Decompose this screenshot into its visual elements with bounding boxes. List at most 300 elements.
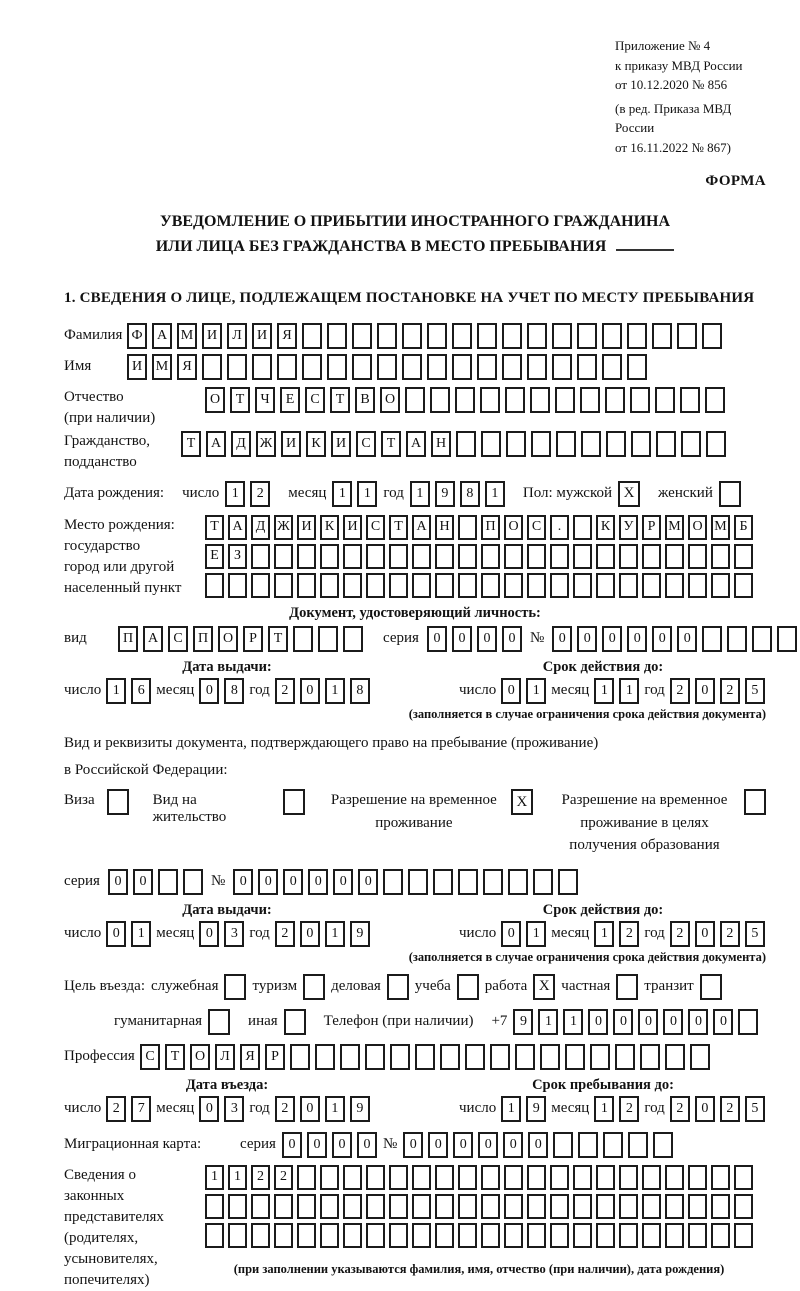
form-cell[interactable] [596, 573, 615, 598]
form-cell[interactable] [527, 354, 547, 380]
form-cell[interactable]: Т [230, 387, 250, 413]
form-cell[interactable] [688, 1165, 707, 1190]
form-cell[interactable] [577, 323, 597, 349]
form-cell[interactable]: 0 [638, 1009, 658, 1035]
form-cell[interactable]: М [665, 515, 684, 540]
form-cell[interactable]: 2 [670, 921, 690, 947]
form-cell[interactable]: 2 [250, 481, 270, 507]
form-cell[interactable]: 1 [106, 678, 126, 704]
form-cell[interactable] [205, 1194, 224, 1219]
form-cell[interactable]: Т [389, 515, 408, 540]
form-cell[interactable] [565, 1044, 585, 1070]
form-cell[interactable]: 8 [460, 481, 480, 507]
form-cell[interactable] [652, 323, 672, 349]
form-cell[interactable] [530, 387, 550, 413]
form-cell[interactable] [734, 544, 753, 569]
form-cell[interactable] [573, 515, 592, 540]
form-cell[interactable]: 1 [594, 678, 614, 704]
form-cell[interactable] [606, 431, 626, 457]
form-cell[interactable]: Т [181, 431, 201, 457]
form-cell[interactable]: К [320, 515, 339, 540]
form-cell[interactable] [390, 1044, 410, 1070]
form-cell[interactable]: Н [435, 515, 454, 540]
form-cell[interactable]: С [366, 515, 385, 540]
form-cell[interactable] [343, 544, 362, 569]
form-cell[interactable] [596, 1194, 615, 1219]
form-cell[interactable] [734, 1165, 753, 1190]
form-cell[interactable] [665, 1044, 685, 1070]
form-cell[interactable]: С [168, 626, 188, 652]
form-cell[interactable] [504, 1194, 523, 1219]
form-cell[interactable] [412, 1223, 431, 1248]
form-cell[interactable]: 0 [695, 921, 715, 947]
form-cell[interactable]: 2 [670, 1096, 690, 1122]
form-cell[interactable] [504, 1223, 523, 1248]
form-cell[interactable] [665, 573, 684, 598]
form-cell[interactable] [352, 323, 372, 349]
form-cell[interactable]: Я [177, 354, 197, 380]
form-cell[interactable]: З [228, 544, 247, 569]
form-cell[interactable] [458, 573, 477, 598]
visa-checkbox[interactable] [107, 789, 129, 815]
form-cell[interactable] [642, 573, 661, 598]
form-cell[interactable] [688, 573, 707, 598]
form-cell[interactable] [366, 544, 385, 569]
form-cell[interactable]: 1 [594, 1096, 614, 1122]
form-cell[interactable]: П [481, 515, 500, 540]
form-cell[interactable] [627, 323, 647, 349]
form-cell[interactable] [415, 1044, 435, 1070]
form-cell[interactable]: 0 [652, 626, 672, 652]
form-cell[interactable]: С [140, 1044, 160, 1070]
form-cell[interactable] [642, 544, 661, 569]
form-cell[interactable] [297, 544, 316, 569]
form-cell[interactable]: И [252, 323, 272, 349]
form-cell[interactable]: 1 [325, 678, 345, 704]
form-cell[interactable]: 1 [619, 678, 639, 704]
form-cell[interactable] [527, 323, 547, 349]
form-cell[interactable]: 1 [332, 481, 352, 507]
form-cell[interactable] [402, 323, 422, 349]
form-cell[interactable] [558, 869, 578, 895]
form-cell[interactable] [752, 626, 772, 652]
form-cell[interactable] [320, 1194, 339, 1219]
form-cell[interactable]: Б [734, 515, 753, 540]
form-cell[interactable]: 5 [745, 921, 765, 947]
form-cell[interactable]: И [343, 515, 362, 540]
form-cell[interactable]: 1 [357, 481, 377, 507]
form-cell[interactable] [430, 387, 450, 413]
form-cell[interactable]: 0 [453, 1132, 473, 1158]
purpose-work-checkbox[interactable]: X [533, 974, 555, 1000]
form-cell[interactable]: 6 [131, 678, 151, 704]
form-cell[interactable]: 1 [485, 481, 505, 507]
form-cell[interactable] [327, 354, 347, 380]
form-cell[interactable] [711, 1194, 730, 1219]
form-cell[interactable] [527, 544, 546, 569]
form-cell[interactable] [630, 387, 650, 413]
purpose-tourism-checkbox[interactable] [303, 974, 325, 1000]
form-cell[interactable] [365, 1044, 385, 1070]
form-cell[interactable] [590, 1044, 610, 1070]
form-cell[interactable]: 1 [410, 481, 430, 507]
form-cell[interactable] [665, 544, 684, 569]
form-cell[interactable] [158, 869, 178, 895]
form-cell[interactable] [320, 1165, 339, 1190]
form-cell[interactable]: 7 [131, 1096, 151, 1122]
form-cell[interactable] [711, 1165, 730, 1190]
form-cell[interactable]: М [152, 354, 172, 380]
form-cell[interactable] [274, 1223, 293, 1248]
form-cell[interactable] [734, 573, 753, 598]
form-cell[interactable] [602, 323, 622, 349]
form-cell[interactable] [578, 1132, 598, 1158]
form-cell[interactable] [653, 1132, 673, 1158]
form-cell[interactable]: Л [215, 1044, 235, 1070]
form-cell[interactable]: 0 [403, 1132, 423, 1158]
form-cell[interactable]: . [550, 515, 569, 540]
form-cell[interactable] [481, 573, 500, 598]
form-cell[interactable]: П [118, 626, 138, 652]
form-cell[interactable] [481, 431, 501, 457]
form-cell[interactable] [527, 1194, 546, 1219]
form-cell[interactable] [705, 387, 725, 413]
form-cell[interactable] [702, 626, 722, 652]
form-cell[interactable]: А [206, 431, 226, 457]
form-cell[interactable]: М [711, 515, 730, 540]
form-cell[interactable] [552, 323, 572, 349]
form-cell[interactable] [481, 1194, 500, 1219]
form-cell[interactable] [452, 354, 472, 380]
form-cell[interactable] [738, 1009, 758, 1035]
form-cell[interactable]: Т [381, 431, 401, 457]
form-cell[interactable] [456, 431, 476, 457]
form-cell[interactable] [734, 1223, 753, 1248]
form-cell[interactable] [573, 1223, 592, 1248]
form-cell[interactable] [408, 869, 428, 895]
form-cell[interactable]: 0 [613, 1009, 633, 1035]
form-cell[interactable]: 5 [745, 678, 765, 704]
form-cell[interactable] [481, 544, 500, 569]
form-cell[interactable]: Н [431, 431, 451, 457]
form-cell[interactable] [677, 323, 697, 349]
form-cell[interactable]: 2 [720, 1096, 740, 1122]
form-cell[interactable] [297, 573, 316, 598]
form-cell[interactable] [527, 1223, 546, 1248]
form-cell[interactable]: С [305, 387, 325, 413]
form-cell[interactable]: 0 [478, 1132, 498, 1158]
form-cell[interactable] [504, 573, 523, 598]
form-cell[interactable] [366, 1194, 385, 1219]
form-cell[interactable] [435, 544, 454, 569]
form-cell[interactable] [228, 1223, 247, 1248]
form-cell[interactable]: 1 [563, 1009, 583, 1035]
form-cell[interactable] [440, 1044, 460, 1070]
form-cell[interactable]: С [356, 431, 376, 457]
form-cell[interactable] [581, 431, 601, 457]
form-cell[interactable] [458, 869, 478, 895]
form-cell[interactable]: 0 [300, 678, 320, 704]
form-cell[interactable]: Е [205, 544, 224, 569]
form-cell[interactable]: 1 [325, 921, 345, 947]
purpose-business-checkbox[interactable] [224, 974, 246, 1000]
form-cell[interactable] [412, 1194, 431, 1219]
form-cell[interactable] [573, 544, 592, 569]
form-cell[interactable] [405, 387, 425, 413]
form-cell[interactable] [343, 573, 362, 598]
purpose-transit-checkbox[interactable] [700, 974, 722, 1000]
form-cell[interactable] [412, 544, 431, 569]
form-cell[interactable] [688, 1223, 707, 1248]
form-cell[interactable]: Д [231, 431, 251, 457]
form-cell[interactable]: 0 [300, 921, 320, 947]
form-cell[interactable]: 9 [526, 1096, 546, 1122]
form-cell[interactable] [389, 573, 408, 598]
form-cell[interactable]: 0 [677, 626, 697, 652]
form-cell[interactable] [573, 573, 592, 598]
form-cell[interactable] [619, 544, 638, 569]
form-cell[interactable] [573, 1165, 592, 1190]
form-cell[interactable]: 0 [358, 869, 378, 895]
form-cell[interactable] [711, 544, 730, 569]
form-cell[interactable] [320, 544, 339, 569]
form-cell[interactable]: 0 [688, 1009, 708, 1035]
form-cell[interactable] [556, 431, 576, 457]
form-cell[interactable]: 2 [106, 1096, 126, 1122]
form-cell[interactable] [527, 1165, 546, 1190]
form-cell[interactable] [320, 573, 339, 598]
form-cell[interactable] [656, 431, 676, 457]
form-cell[interactable]: К [596, 515, 615, 540]
form-cell[interactable] [655, 387, 675, 413]
form-cell[interactable] [502, 354, 522, 380]
form-cell[interactable] [531, 431, 551, 457]
form-cell[interactable]: Т [165, 1044, 185, 1070]
form-cell[interactable] [251, 1194, 270, 1219]
form-cell[interactable] [452, 323, 472, 349]
form-cell[interactable] [433, 869, 453, 895]
form-cell[interactable] [619, 1194, 638, 1219]
form-cell[interactable] [343, 1165, 362, 1190]
form-cell[interactable]: 0 [258, 869, 278, 895]
form-cell[interactable]: 0 [695, 678, 715, 704]
form-cell[interactable] [252, 354, 272, 380]
form-cell[interactable]: 0 [283, 869, 303, 895]
form-cell[interactable] [527, 573, 546, 598]
form-cell[interactable] [642, 1165, 661, 1190]
form-cell[interactable]: 0 [308, 869, 328, 895]
form-cell[interactable] [458, 1223, 477, 1248]
form-cell[interactable]: И [331, 431, 351, 457]
form-cell[interactable] [251, 573, 270, 598]
purpose-other-checkbox[interactable] [284, 1009, 306, 1035]
form-cell[interactable]: 8 [350, 678, 370, 704]
form-cell[interactable]: 0 [552, 626, 572, 652]
form-cell[interactable]: 9 [350, 1096, 370, 1122]
form-cell[interactable]: И [297, 515, 316, 540]
purpose-private-checkbox[interactable] [616, 974, 638, 1000]
form-cell[interactable]: Ф [127, 323, 147, 349]
form-cell[interactable] [477, 354, 497, 380]
form-cell[interactable]: 0 [282, 1132, 302, 1158]
form-cell[interactable] [481, 1165, 500, 1190]
form-cell[interactable]: А [228, 515, 247, 540]
form-cell[interactable] [383, 869, 403, 895]
form-cell[interactable] [297, 1223, 316, 1248]
form-cell[interactable] [251, 1223, 270, 1248]
form-cell[interactable] [505, 387, 525, 413]
form-cell[interactable] [458, 1194, 477, 1219]
form-cell[interactable] [366, 1223, 385, 1248]
form-cell[interactable] [596, 544, 615, 569]
form-cell[interactable]: 1 [205, 1165, 224, 1190]
purpose-commercial-checkbox[interactable] [387, 974, 409, 1000]
form-cell[interactable] [327, 323, 347, 349]
form-cell[interactable] [615, 1044, 635, 1070]
form-cell[interactable] [702, 323, 722, 349]
form-cell[interactable]: О [688, 515, 707, 540]
form-cell[interactable] [596, 1223, 615, 1248]
form-cell[interactable] [619, 1165, 638, 1190]
form-cell[interactable]: 0 [357, 1132, 377, 1158]
form-cell[interactable]: 2 [619, 1096, 639, 1122]
form-cell[interactable]: 0 [588, 1009, 608, 1035]
form-cell[interactable]: 0 [307, 1132, 327, 1158]
form-cell[interactable]: 1 [594, 921, 614, 947]
form-cell[interactable] [302, 323, 322, 349]
form-cell[interactable]: О [380, 387, 400, 413]
form-cell[interactable]: 0 [133, 869, 153, 895]
form-cell[interactable] [455, 387, 475, 413]
form-cell[interactable]: 1 [325, 1096, 345, 1122]
form-cell[interactable] [458, 544, 477, 569]
form-cell[interactable] [711, 573, 730, 598]
form-cell[interactable] [290, 1044, 310, 1070]
form-cell[interactable]: 0 [503, 1132, 523, 1158]
temp-residence-education-checkbox[interactable] [744, 789, 766, 815]
form-cell[interactable] [389, 1223, 408, 1248]
form-cell[interactable] [318, 626, 338, 652]
form-cell[interactable] [640, 1044, 660, 1070]
form-cell[interactable]: 1 [526, 678, 546, 704]
form-cell[interactable]: 1 [228, 1165, 247, 1190]
form-cell[interactable]: А [143, 626, 163, 652]
form-cell[interactable] [412, 573, 431, 598]
form-cell[interactable] [596, 1165, 615, 1190]
form-cell[interactable] [515, 1044, 535, 1070]
form-cell[interactable] [205, 1223, 224, 1248]
form-cell[interactable]: О [190, 1044, 210, 1070]
form-cell[interactable]: К [306, 431, 326, 457]
form-cell[interactable]: А [152, 323, 172, 349]
form-cell[interactable]: 0 [695, 1096, 715, 1122]
form-cell[interactable]: 9 [350, 921, 370, 947]
form-cell[interactable]: Я [240, 1044, 260, 1070]
form-cell[interactable] [681, 431, 701, 457]
form-cell[interactable]: 1 [538, 1009, 558, 1035]
form-cell[interactable] [465, 1044, 485, 1070]
form-cell[interactable] [580, 387, 600, 413]
temp-residence-checkbox[interactable]: X [511, 789, 533, 815]
form-cell[interactable] [502, 323, 522, 349]
form-cell[interactable]: В [355, 387, 375, 413]
form-cell[interactable]: 0 [199, 678, 219, 704]
form-cell[interactable] [377, 323, 397, 349]
form-cell[interactable] [550, 1165, 569, 1190]
form-cell[interactable] [427, 354, 447, 380]
form-cell[interactable] [605, 387, 625, 413]
form-cell[interactable]: 2 [670, 678, 690, 704]
form-cell[interactable] [777, 626, 797, 652]
form-cell[interactable] [602, 354, 622, 380]
form-cell[interactable]: Р [265, 1044, 285, 1070]
form-cell[interactable] [550, 1194, 569, 1219]
form-cell[interactable] [508, 869, 528, 895]
form-cell[interactable] [706, 431, 726, 457]
form-cell[interactable]: 0 [502, 626, 522, 652]
form-cell[interactable]: 5 [745, 1096, 765, 1122]
form-cell[interactable]: 9 [513, 1009, 533, 1035]
form-cell[interactable]: 1 [131, 921, 151, 947]
form-cell[interactable]: 0 [528, 1132, 548, 1158]
form-cell[interactable] [690, 1044, 710, 1070]
form-cell[interactable] [274, 1194, 293, 1219]
form-cell[interactable]: 2 [274, 1165, 293, 1190]
form-cell[interactable] [480, 387, 500, 413]
form-cell[interactable]: 2 [275, 921, 295, 947]
form-cell[interactable] [553, 1132, 573, 1158]
form-cell[interactable] [458, 1165, 477, 1190]
form-cell[interactable] [315, 1044, 335, 1070]
sex-male-checkbox[interactable]: X [618, 481, 640, 507]
form-cell[interactable]: 0 [199, 1096, 219, 1122]
form-cell[interactable]: Т [268, 626, 288, 652]
form-cell[interactable] [274, 573, 293, 598]
purpose-study-checkbox[interactable] [457, 974, 479, 1000]
form-cell[interactable]: Л [227, 323, 247, 349]
form-cell[interactable]: 0 [663, 1009, 683, 1035]
form-cell[interactable] [631, 431, 651, 457]
form-cell[interactable]: 0 [108, 869, 128, 895]
form-cell[interactable] [734, 1194, 753, 1219]
form-cell[interactable] [402, 354, 422, 380]
form-cell[interactable]: 3 [224, 921, 244, 947]
form-cell[interactable] [665, 1165, 684, 1190]
form-cell[interactable] [665, 1223, 684, 1248]
form-cell[interactable]: 1 [225, 481, 245, 507]
form-cell[interactable] [343, 1194, 362, 1219]
form-cell[interactable] [573, 1194, 592, 1219]
form-cell[interactable] [627, 354, 647, 380]
form-cell[interactable]: 0 [501, 921, 521, 947]
form-cell[interactable] [680, 387, 700, 413]
form-cell[interactable] [550, 1223, 569, 1248]
form-cell[interactable] [389, 1194, 408, 1219]
form-cell[interactable]: Д [251, 515, 270, 540]
form-cell[interactable]: 0 [300, 1096, 320, 1122]
form-cell[interactable] [642, 1223, 661, 1248]
form-cell[interactable] [228, 573, 247, 598]
form-cell[interactable]: Е [280, 387, 300, 413]
form-cell[interactable] [506, 431, 526, 457]
form-cell[interactable] [628, 1132, 648, 1158]
form-cell[interactable]: 9 [435, 481, 455, 507]
form-cell[interactable] [619, 1223, 638, 1248]
form-cell[interactable] [302, 354, 322, 380]
form-cell[interactable] [577, 354, 597, 380]
form-cell[interactable]: М [177, 323, 197, 349]
purpose-humanitarian-checkbox[interactable] [208, 1009, 230, 1035]
